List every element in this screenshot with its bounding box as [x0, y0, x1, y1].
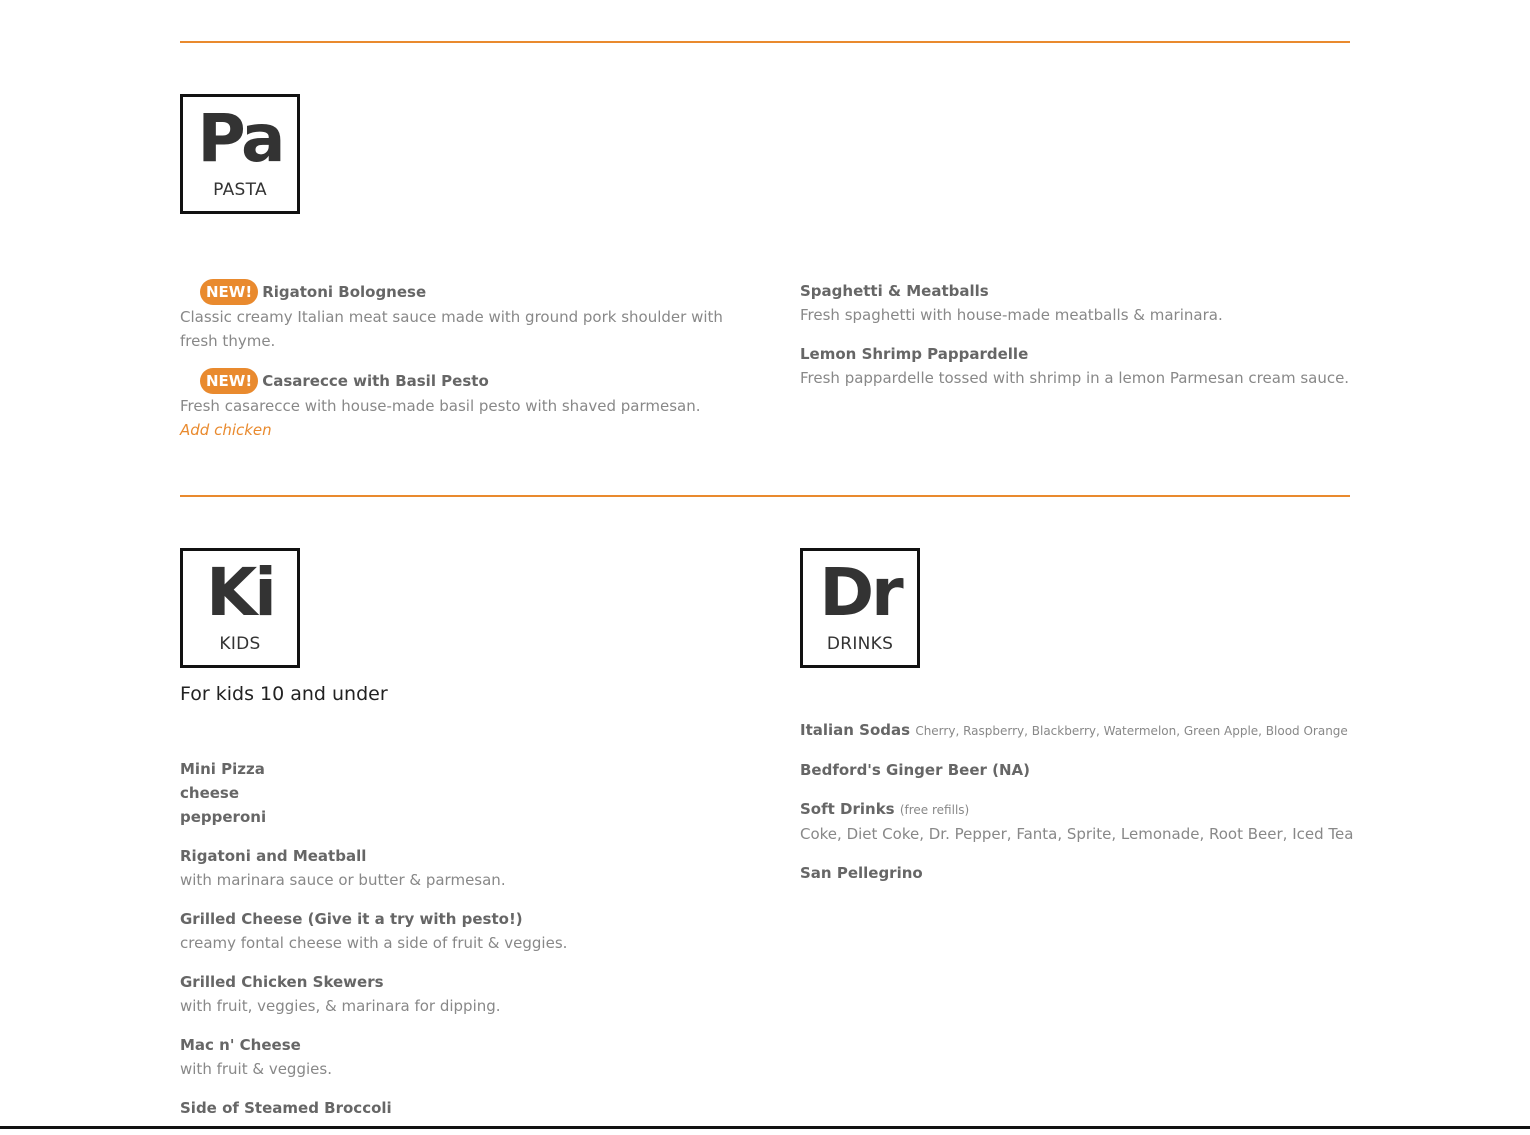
- menu-item: [800, 861, 1360, 885]
- menu-item: [800, 342, 1360, 390]
- item-description: Fresh spaghetti with house-made meatballs & marinara.: [800, 306, 1223, 324]
- item-description: Fresh casarecce with house-made basil pesto with shaved parmesan.: [180, 397, 701, 415]
- menu-item: [180, 970, 740, 1018]
- item-name: Soft Drinks: [800, 800, 895, 818]
- drinks-title: DRINKS: [826, 634, 894, 654]
- item-note: (free refills): [899, 803, 970, 817]
- menu-item: [180, 279, 740, 353]
- menu-item: [180, 1096, 740, 1120]
- item-name: Grilled Chicken Skewers: [180, 973, 384, 991]
- item-description: creamy fontal cheese with a side of fruit & veggies.: [180, 934, 568, 952]
- new-badge: NEW!: [200, 368, 258, 394]
- item-name: Side of Steamed Broccoli: [180, 1099, 392, 1117]
- drinks-element-tile: [800, 548, 920, 668]
- item-name: Grilled Cheese (Give it a try with pesto!): [180, 910, 523, 928]
- pasta-title: PASTA: [213, 180, 267, 200]
- item-name: Mini Pizza: [180, 760, 265, 778]
- item-name: Mac n' Cheese: [180, 1036, 301, 1054]
- menu-item: [180, 368, 740, 442]
- drinks-symbol: Dr: [819, 554, 901, 631]
- pasta-symbol: Pa: [197, 100, 283, 177]
- add-chicken-link[interactable]: Add chicken: [180, 421, 272, 439]
- kids-column: [180, 757, 740, 1135]
- menu-item: [800, 797, 1360, 846]
- section-divider-top: [180, 41, 1350, 43]
- item-description: Coke, Diet Coke, Dr. Pepper, Fanta, Sprite, Lemonade, Root Beer, Iced Tea: [800, 825, 1354, 843]
- menu-item: [800, 758, 1360, 782]
- item-description: with fruit, veggies, & marinara for dipping.: [180, 997, 501, 1015]
- item-description: with fruit & veggies.: [180, 1060, 332, 1078]
- pasta-element-tile: [180, 94, 300, 214]
- item-name: Rigatoni Bolognese: [262, 283, 427, 301]
- item-name: Rigatoni and Meatball: [180, 847, 367, 865]
- item-name: San Pellegrino: [800, 864, 923, 882]
- item-description: with marinara sauce or butter & parmesan.: [180, 871, 506, 889]
- kids-title: KIDS: [219, 634, 261, 654]
- new-badge: NEW!: [200, 279, 258, 305]
- item-option: cheese: [180, 784, 240, 802]
- item-name: Italian Sodas: [800, 721, 911, 739]
- item-description: Classic creamy Italian meat sauce made with ground pork shoulder with fresh thyme.: [180, 308, 723, 350]
- kids-age-note: For kids 10 and under: [180, 683, 388, 705]
- pasta-left-column: [180, 279, 740, 457]
- menu-item: [800, 279, 1360, 327]
- drinks-column: [800, 718, 1360, 900]
- item-flavors: Cherry, Raspberry, Blackberry, Watermelon, Green Apple, Blood Orange: [915, 724, 1348, 738]
- item-name: Bedford's Ginger Beer (NA): [800, 761, 1030, 779]
- item-description: Fresh pappardelle tossed with shrimp in a lemon Parmesan cream sauce.: [800, 369, 1350, 387]
- item-name: Casarecce with Basil Pesto: [262, 372, 489, 390]
- pasta-right-column: [800, 279, 1360, 405]
- item-option: pepperoni: [180, 808, 267, 826]
- item-name: Spaghetti & Meatballs: [800, 282, 989, 300]
- kids-symbol: Ki: [206, 554, 274, 631]
- menu-item: [180, 844, 740, 892]
- menu-item: [180, 1033, 740, 1081]
- menu-item: [180, 757, 740, 829]
- section-divider-middle: [180, 495, 1350, 497]
- menu-item: [800, 718, 1360, 743]
- page-bottom-border: [0, 1126, 1530, 1129]
- kids-element-tile: [180, 548, 300, 668]
- item-name: Lemon Shrimp Pappardelle: [800, 345, 1029, 363]
- menu-item: [180, 907, 740, 955]
